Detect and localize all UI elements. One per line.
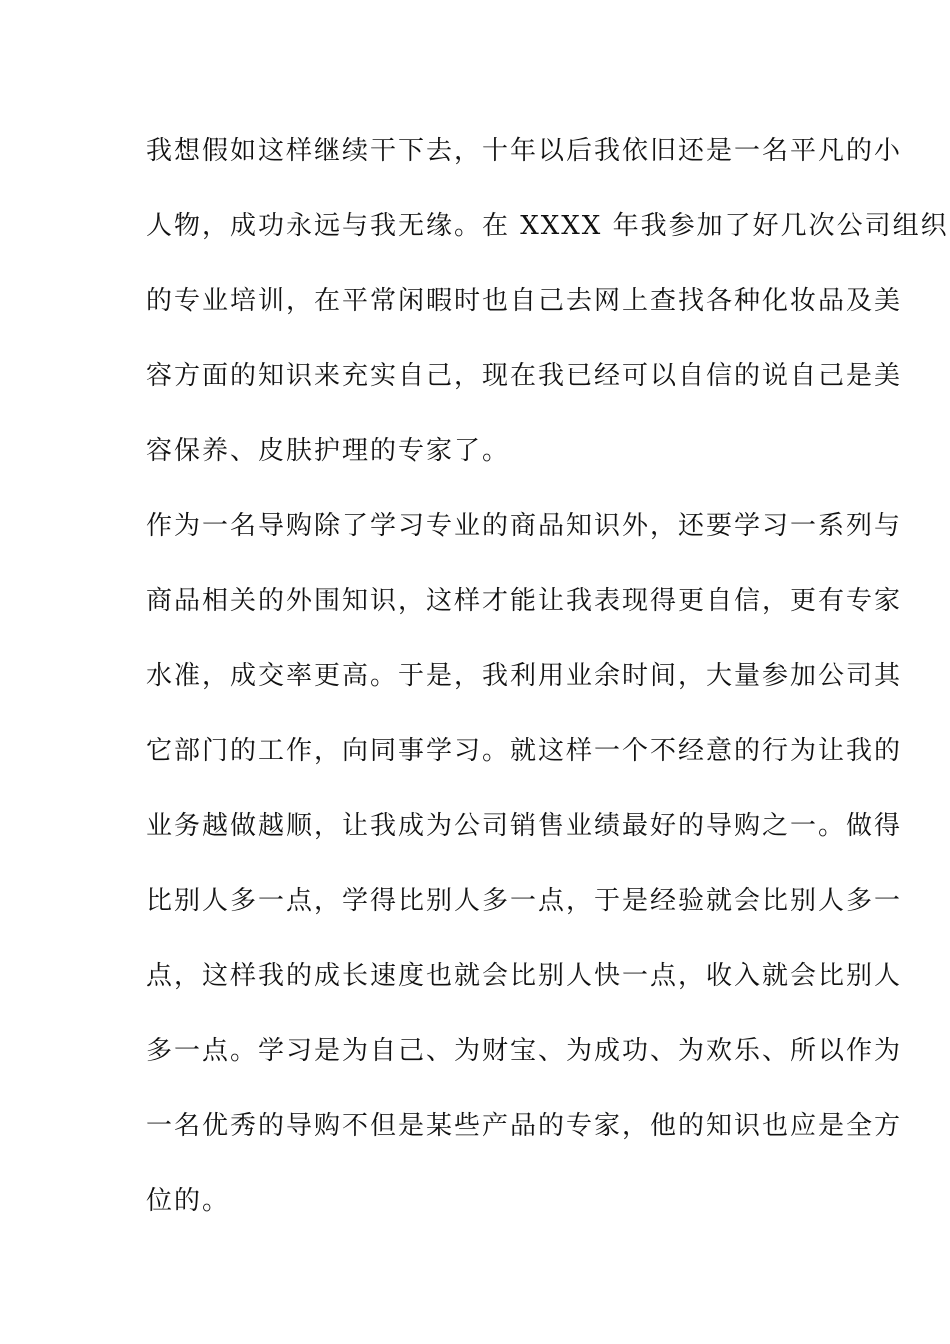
paragraph-2-line-6: 比别人多一点，学得比别人多一点，于是经验就会比别人多一	[146, 886, 903, 916]
paragraph-2-line-10: 位的。	[146, 1186, 231, 1216]
paragraph-1-line-4: 容方面的知识来充实自己，现在我已经可以自信的说自己是美	[146, 361, 903, 391]
paragraph-2-line-7: 点，这样我的成长速度也就会比别人快一点，收入就会比别人	[146, 961, 903, 991]
paragraph-2-line-9: 一名优秀的导购不但是某些产品的专家，他的知识也应是全方	[146, 1111, 903, 1141]
paragraph-1-line-2: 人物，成功永远与我无缘。在 XXXX 年我参加了好几次公司组织	[146, 211, 949, 241]
paragraph-2-line-5: 业务越做越顺，让我成为公司销售业绩最好的导购之一。做得	[146, 811, 903, 841]
paragraph-2-line-1: 作为一名导购除了学习专业的商品知识外，还要学习一系列与	[146, 511, 903, 541]
paragraph-2-line-3: 水准，成交率更高。于是，我利用业余时间，大量参加公司其	[146, 661, 903, 691]
paragraph-2-line-2: 商品相关的外围知识，这样才能让我表现得更自信，更有专家	[146, 586, 903, 616]
paragraph-1-line-1: 我想假如这样继续干下去，十年以后我依旧还是一名平凡的小	[146, 136, 903, 166]
paragraph-2-line-4: 它部门的工作，向同事学习。就这样一个不经意的行为让我的	[146, 736, 903, 766]
paragraph-1-line-5: 容保养、皮肤护理的专家了。	[146, 436, 511, 466]
paragraph-1-line-3: 的专业培训，在平常闲暇时也自己去网上查找各种化妆品及美	[146, 286, 903, 316]
paragraph-2-line-8: 多一点。学习是为自己、为财宝、为成功、为欢乐、所以作为	[146, 1036, 903, 1066]
